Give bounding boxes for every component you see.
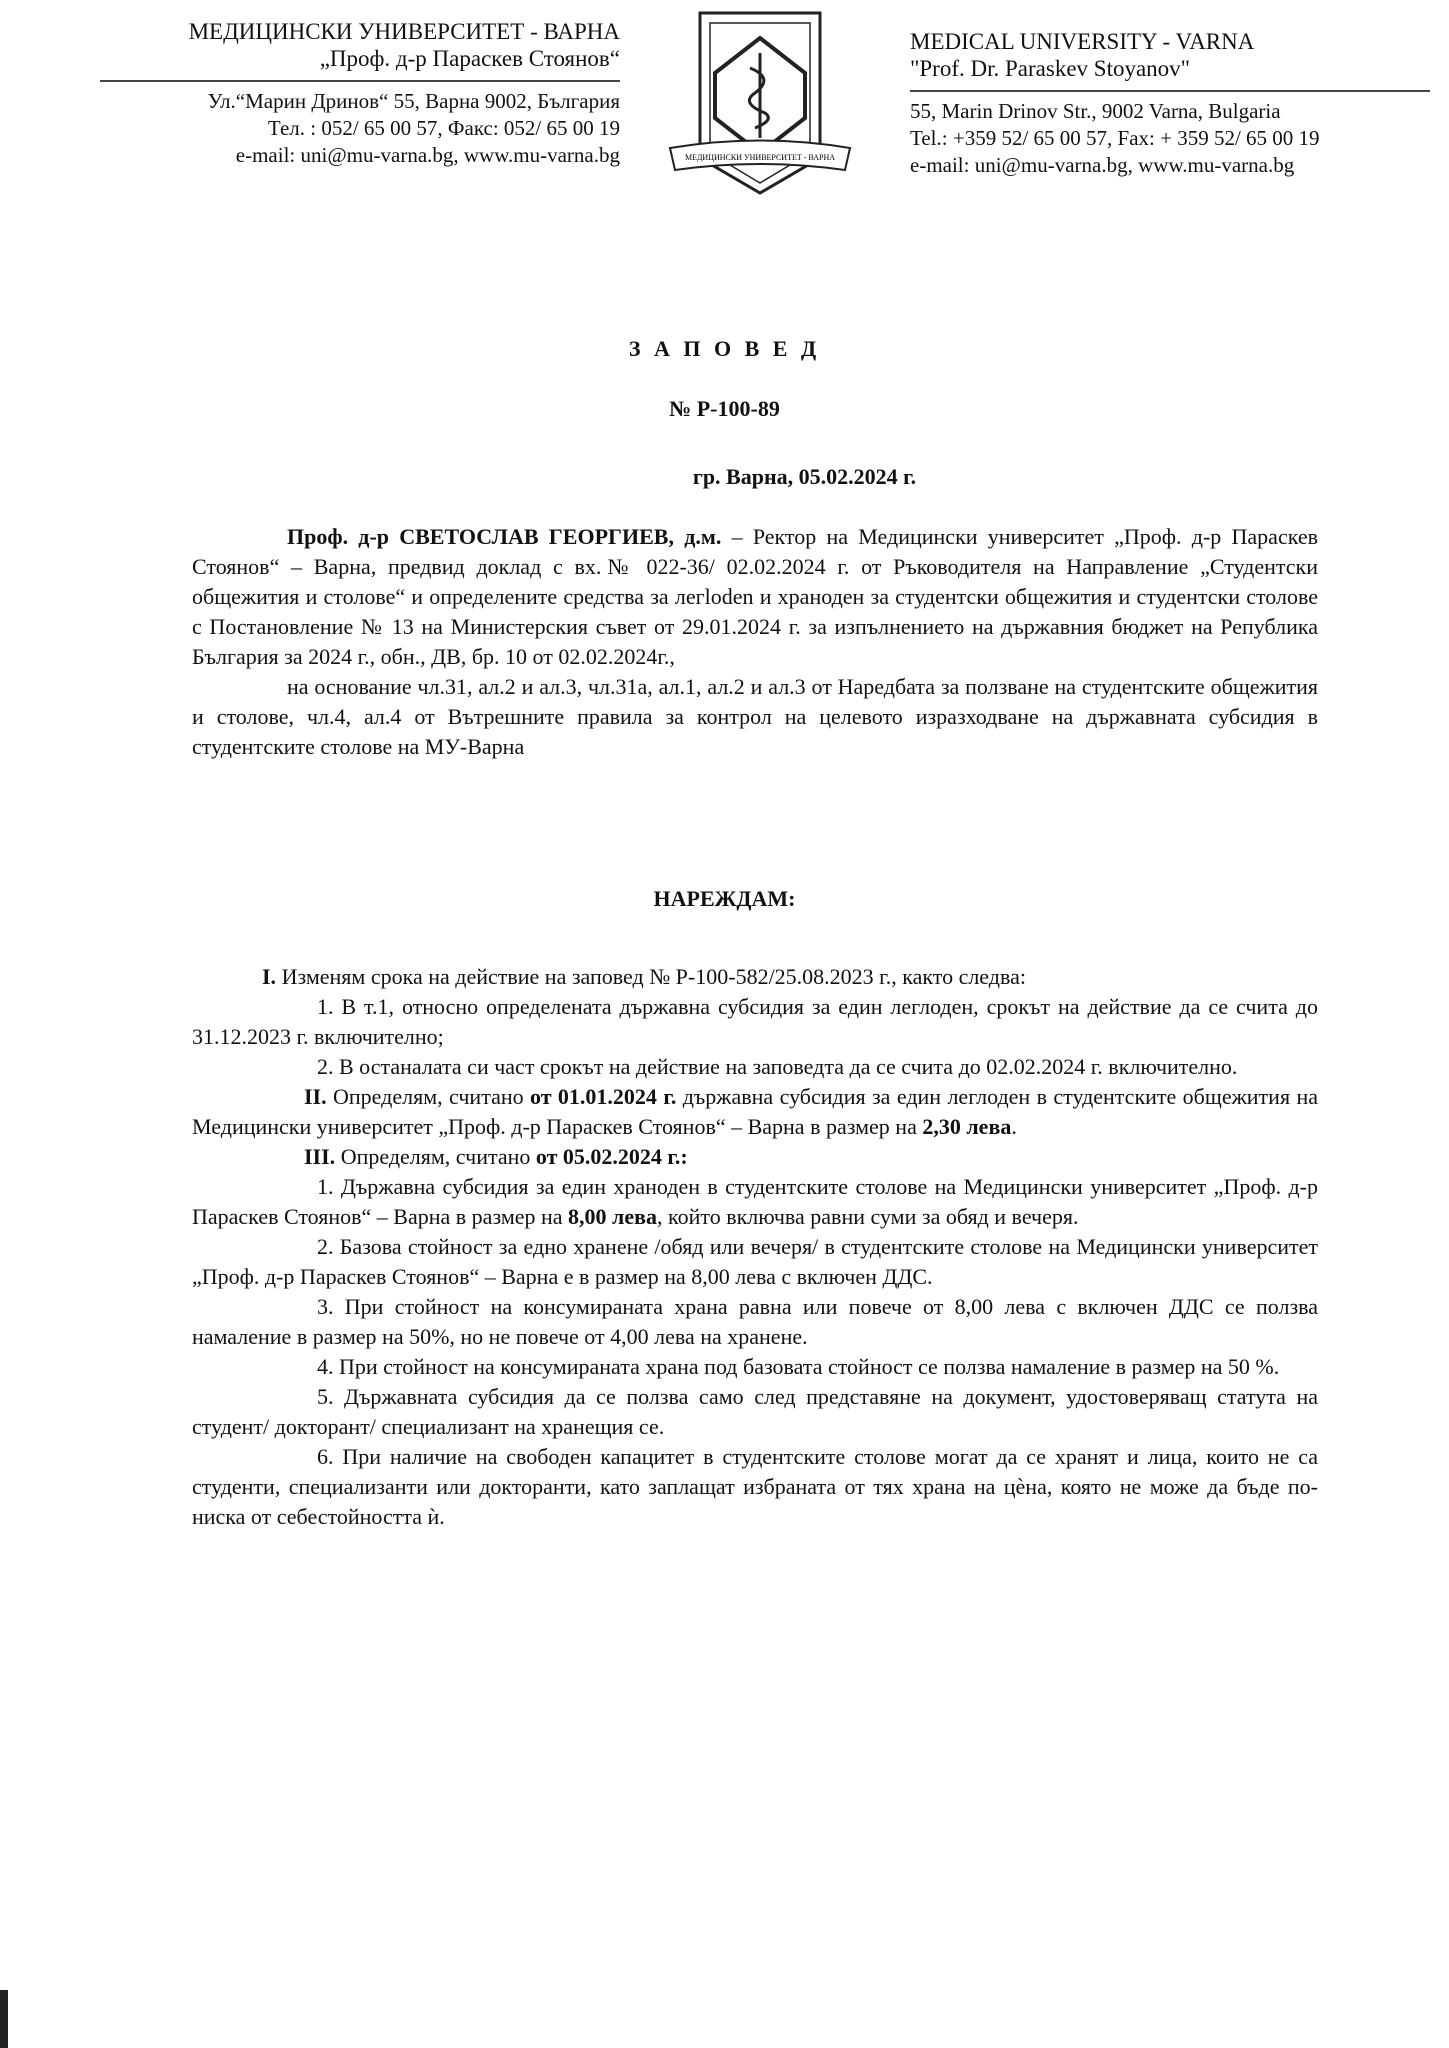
section-1: I. Изменям срока на действие на заповед № Р-100-582/25.08.2023 г., както следва: [262,964,1026,989]
preamble-paragraph-2: на основание чл.31, ал.2 и ал.3, чл.31а, ал.1, ал.2 и ал.3 от Наредбата за ползване на студентските общежития и столове, чл.4, ал.4 от Вътрешните правила за контрол на целевото изразходване на държавната субсидия в студентските столове на МУ-Варна [192,674,1318,759]
address-en: 55, Marin Drinov Str., 9002 Varna, Bulgaria [910,99,1281,123]
contact-bg: e-mail: uni@mu-varna.bg, www.mu-varna.bg [235,143,620,167]
order-sections [192,962,1318,1532]
order-place-date: гр. Варна, 05.02.2024 г. [692,464,917,489]
rector-name: Проф. д-р СВЕТОСЛАВ ГЕОРГИЕВ, д.м. [287,524,722,549]
preamble [192,522,1318,762]
order-number: № Р-100-89 [669,396,780,421]
section-3-item-6: 6. При наличие на свободен капацитет в студентските столове могат да се хранят и лица, които не са студенти, специализанти или докторанти, като заплащат избраната от тях храна на цѐна, която не може да бъде по-ниска от себестойността ѝ. [192,1444,1318,1529]
university-name-en: MEDICAL UNIVERSITY - VARNA [910,29,1255,54]
university-subname-en: "Prof. Dr. Paraskev Stoyanov" [910,56,1191,81]
phone-en: Tel.: +359 52/ 65 00 57, Fax: + 359 52/ 65 00 19 [910,126,1320,150]
section-3-item-1: 1. Държавна субсидия за един храноден в студентските столове на Медицински университет „Проф. д-р Параскев Стоянов“ – Варна в размер на 8,00 лева, който включва равни суми за обяд и вечеря. [192,1174,1318,1229]
letterhead-bulgarian [100,18,620,169]
section-3-item-4: 4. При стойност на консумираната храна под базовата стойност се ползва намаление в размер на 50 %. [317,1354,1280,1379]
decree-heading: НАРЕЖДАМ: [653,886,796,911]
section-1-item-2: 2. В останалата си част срокът на действие на заповедта да се счита до 02.02.2024 г. включително. [317,1054,1238,1079]
letterhead-english [910,28,1430,179]
section-2: II. Определям, считано от 01.01.2024 г. държавна субсидия за един леглоден в студентските общежития на Медицински университет „Проф. д-р Параскев Стоянов“ – Варна в размер на 2,30 лева. [192,1084,1318,1139]
divider [910,90,1430,92]
preamble-paragraph-1: Проф. д-р СВЕТОСЛАВ ГЕОРГИЕВ, д.м. – Ректор на Медицински университет „Проф. д-р Параскев Стоянов“ – Варна, предвид доклад с вх.№ 022-36/ 02.02.2024 г. от Ръководителя на Направление „Студентски общежития и столове“ и определените средства за легloden и храноден за студентски общежития и студентски столове с Постановление № 13 на Министерския съвет от 29.01.2024 г. за изпълнението на държавния бюджет на Република България за 2024 г., обн., ДВ, бр. 10 от 02.02.2024г., [192,524,1318,669]
address-bg: Ул.“Марин Дринов“ 55, Варна 9002, България [207,89,620,113]
contact-en: e-mail: uni@mu-varna.bg, www.mu-varna.bg [910,153,1295,177]
university-subname-bg: „Проф. д-р Параскев Стоянов“ [319,46,620,71]
university-logo [655,8,865,198]
section-3-item-3: 3. При стойност на консумираната храна равна или повече от 8,00 лева с включен ДДС се ползва намаление в размер на 50%, но не повече от 4,00 лева на хранене. [192,1294,1318,1349]
logo-text: МЕДИЦИНСКИ УНИВЕРСИТЕТ - ВАРНА [684,153,836,162]
university-name-bg: МЕДИЦИНСКИ УНИВЕРСИТЕТ - ВАРНА [188,19,620,44]
order-title: З А П О В Е Д [628,336,821,361]
section-3: III. Определям, считано от 05.02.2024 г.: [304,1144,688,1169]
phone-bg: Тел. : 052/ 65 00 57, Факс: 052/ 65 00 19 [267,116,620,140]
section-1-item-1: 1. В т.1, относно определената държавна субсидия за един леглоден, срокът на действие да се счита до 31.12.2023 г. включително; [192,994,1318,1049]
divider [100,80,620,82]
section-3-item-2: 2. Базова стойност за едно хранене /обяд или вечеря/ в студентските столове на Медицински университет „Проф. д-р Параскев Стоянов“ – Варна е в размер на 8,00 лева с включен ДДС. [192,1234,1318,1289]
section-3-item-5: 5. Държавната субсидия да се ползва само след представяне на документ, удостоверяващ статута на студент/ докторант/ специализант на хранещия се. [192,1384,1318,1439]
scan-edge-mark [0,1990,8,2048]
